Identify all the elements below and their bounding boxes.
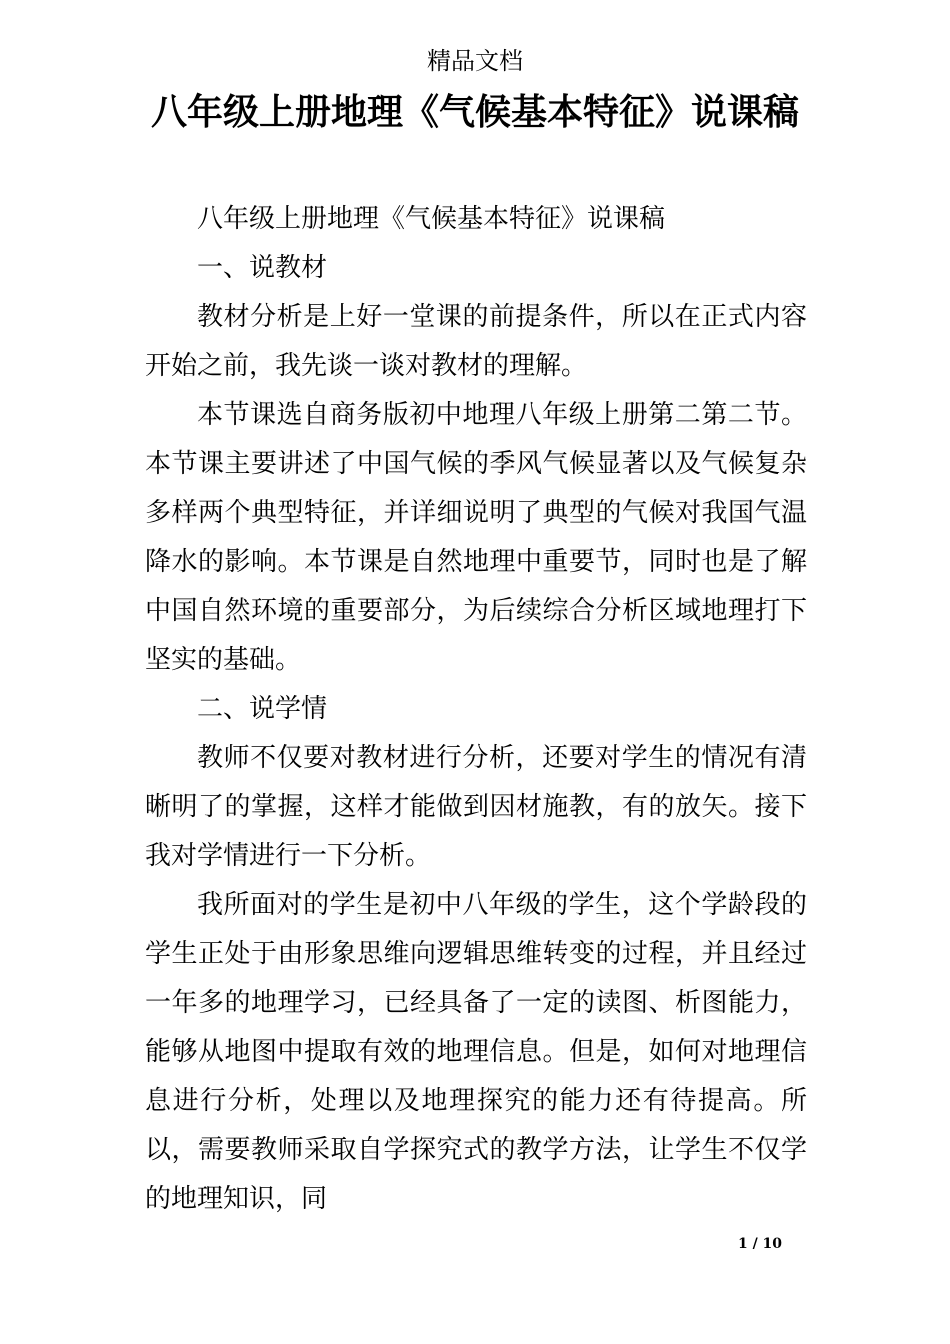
paragraph: 八年级上册地理《气候基本特征》说课稿	[197, 204, 666, 234]
document-title: 八年级上册地理《气候基本特征》说课稿	[150, 92, 799, 133]
page-indicator: 1 / 10	[737, 1236, 783, 1252]
document-body	[145, 195, 807, 1224]
paragraph: 教材分析是上好一堂课的前提条件，所以在正式内容开始之前，我先谈一谈对教材的理解。	[145, 302, 807, 381]
section-heading: 一、说教材	[197, 253, 328, 283]
paragraph: 教师不仅要对教材进行分析，还要对学生的情况有清晰明了的掌握，这样才能做到因材施教，有的放矢。接下我对学情进行一下分析。	[145, 743, 807, 871]
page-header: 精品文档	[427, 47, 523, 75]
paragraph: 本节课选自商务版初中地理八年级上册第二第二节。本节课主要讲述了中国气候的季风气候显著以及气候复杂多样两个典型特征，并详细说明了典型的气候对我国气温降水的影响。本节课是自然地理中重要节，同时也是了解中国自然环境的重要部分，为后续综合分析区域地理打下坚实的基础。	[145, 400, 807, 675]
paragraph: 我所面对的学生是初中八年级的学生，这个学龄段的学生正处于由形象思维向逻辑思维转变的过程，并且经过一年多的地理学习，已经具备了一定的读图、析图能力，能够从地图中提取有效的地理信息。但是，如何对地理信息进行分析，处理以及地理探究的能力还有待提高。所以，需要教师采取自学探究式的教学方法，让学生不仅学的地理知识，同	[145, 890, 807, 1214]
section-heading: 二、说学情	[197, 694, 328, 724]
